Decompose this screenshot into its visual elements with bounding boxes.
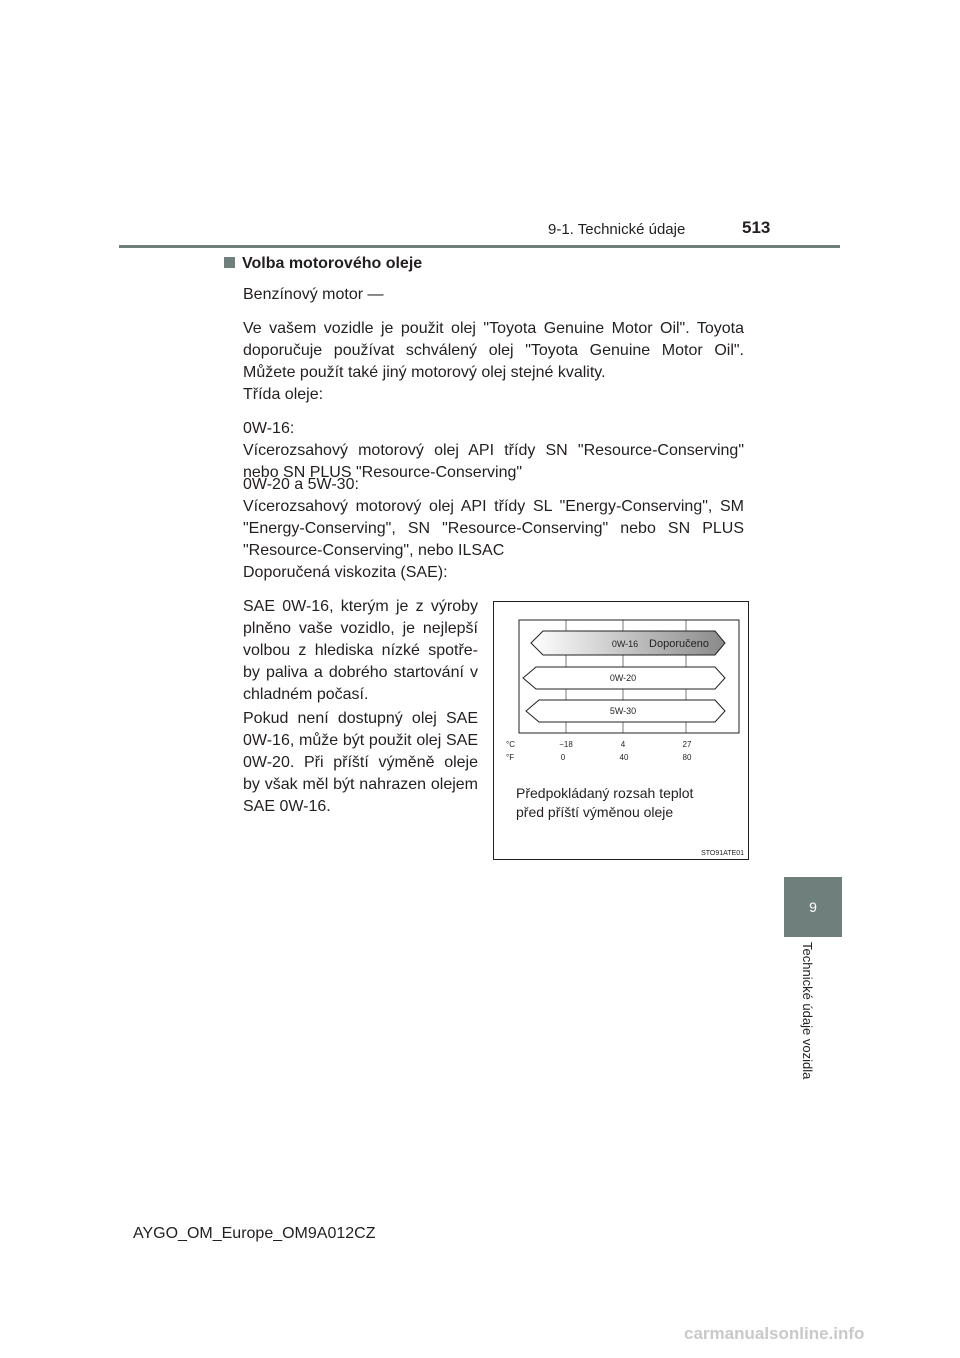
section-heading bbox=[224, 255, 422, 273]
grade-0w16-desc: Vícerozsahový motorový olej API třídy SN "Resource-Conserving" nebo SN PLUS "Resource-Conserving" bbox=[243, 442, 744, 481]
bar-5w30-label: 5W-30 bbox=[609, 706, 637, 716]
figure-caption-line1: Předpokládaný rozsah teplot bbox=[516, 785, 694, 801]
paragraph-alternative-0w20: Pokud není dostupný olej SAE 0W-16, může být použit olej SAE 0W-20. Při příští výměně oleje by však měl být nahrazen olejem SAE 0W-16. bbox=[243, 710, 478, 815]
section-title: 9-1. Technické údaje bbox=[548, 221, 686, 238]
square-bullet-icon bbox=[224, 257, 235, 268]
bar-0w20-label: 0W-20 bbox=[609, 673, 637, 683]
viscosity-chart bbox=[493, 601, 749, 860]
figure-code: STO91ATE01 bbox=[701, 850, 744, 857]
paragraph-0w20-5w30-grade bbox=[243, 474, 744, 562]
paragraph-recommended-0w16: SAE 0W-16, kterým je z výroby plněno vaše vozidlo, je nejlepší volbou z hlediska nízké spotře-by paliva a dobrého startování v chladném počasí. bbox=[243, 598, 478, 703]
paragraph-genuine-oil: Ve vašem vozidle je použit olej "Toyota Genuine Motor Oil". Toyota doporučuje používat schválený olej "Toyota Genuine Motor Oil". Můžete použít také jiný motorový olej stejné kvality. bbox=[243, 320, 744, 381]
heading-text: Volba motorového oleje bbox=[242, 255, 423, 272]
tick-f-0: 0 bbox=[560, 753, 566, 762]
document-id: AYGO_OM_Europe_OM9A012CZ bbox=[133, 1225, 376, 1242]
tick-f-80: 80 bbox=[682, 753, 692, 762]
header-divider bbox=[119, 245, 840, 248]
tick-f-40: 40 bbox=[619, 753, 629, 762]
axis-unit-celsius: °C bbox=[506, 740, 515, 749]
chapter-number: 9 bbox=[809, 899, 817, 915]
tick-c-4: 4 bbox=[620, 740, 626, 749]
tick-c-minus18: −18 bbox=[559, 740, 573, 749]
page-number: 513 bbox=[742, 218, 771, 237]
chapter-tab[interactable] bbox=[784, 877, 842, 937]
paragraph-oil-grade-title: Třída oleje: bbox=[243, 386, 324, 403]
grade-0w20-5w30-desc: Vícerozsahový motorový olej API třídy SL "Energy-Conserving", SM "Energy-Conserving", SN "Resource-Conserving" nebo SN PLUS "Resource-Conserving", nebo ILSAC bbox=[243, 498, 744, 559]
axis-unit-fahrenheit: °F bbox=[506, 753, 515, 762]
paragraph-viscosity-title: Doporučená viskozita (SAE): bbox=[243, 564, 448, 581]
recommended-tag: Doporučeno bbox=[649, 638, 709, 650]
bar-0w16-label: 0W-16 bbox=[611, 639, 639, 649]
chapter-label: Technické údaje vozidla bbox=[800, 942, 815, 1080]
tick-c-27: 27 bbox=[682, 740, 692, 749]
grade-0w20-5w30-label: 0W-20 a 5W-30: bbox=[243, 476, 359, 493]
watermark: carmanualsonline.info bbox=[684, 1324, 865, 1343]
paragraph-engine-type: Benzínový motor — bbox=[243, 286, 384, 303]
grade-0w16-label: 0W-16: bbox=[243, 420, 295, 437]
figure-caption-line2: před příští výměnou oleje bbox=[516, 804, 674, 820]
